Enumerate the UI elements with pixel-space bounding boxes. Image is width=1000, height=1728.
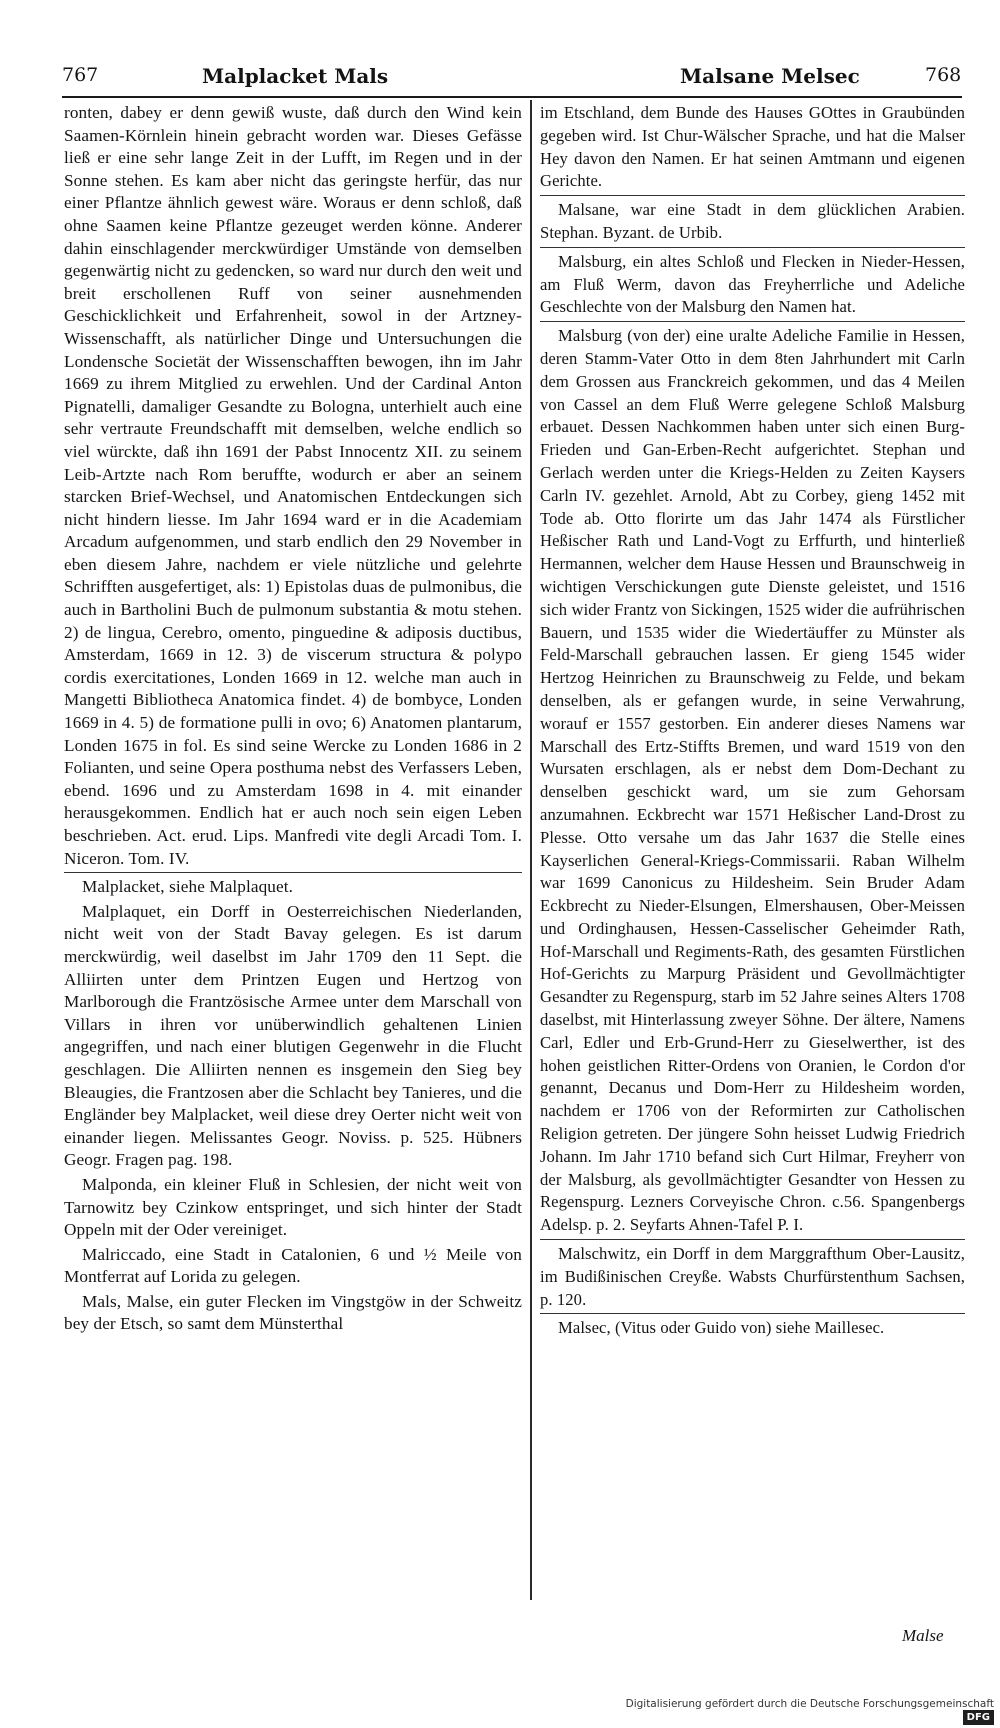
footer bbox=[600, 1698, 994, 1722]
entry-malsburg-place: Malsburg, ein altes Schloß und Flecken in Nieder-Hessen, am Fluß Werm, davon das Freyherrliche und Adeliche Geschlechte von der Malsburg den Namen hat. bbox=[540, 251, 965, 317]
entry-separator bbox=[540, 321, 965, 322]
entry-malsburg-family: Malsburg (von der) eine uralte Adeliche Familie in Hessen, deren Stamm-Vater Otto in dem 8ten Jahrhundert mit Carln dem Grossen aus Franckreich gekommen, und das 4 Meilen von Cassel an dem Fluß Werre gelegene Schloß Malsburg erbauet. Dessen Nachkommen haben unter sich einen Burg-Frieden und Gan-Erben-Recht aufgerichtet. Stephan und Gerlach werden unter die Kriegs-Helden zu Zeiten Kaysers Carln IV. gezehlet. Arnold, Abt zu Corbey, gieng 1452 mit Tode ab. Otto florirte um das Jahr 1474 als Fürstlicher Heßischer Rath und Land-Vogt zu Erffurth, und hinterließ Hermannen, welcher dem Hause Hessen und Braunschweig in wichtigen Verschickungen gute Dienste geleistet, und 1516 sich wider Frantz von Sickingen, 1525 wider die aufrührischen Bauern, und 1535 wider die Wiedertäuffer zu Münster als Feld-Marschall gebrauchen lassen. Er gieng 1545 wider Hertzog Heinrichen zu Braunschweig zu Felde, und bekam denselben, als er gefangen wurde, in seine Verwahrung, worauf er 1557 gestorben. Ein anderer dieses Namens war Marschall des Ertz-Stiffts Bremen, und ward 1519 von den Wursaten erschlagen, als er nebst dem Dom-Dechant zu denselben geschickt ward, um sie zum Gehorsam anzumahnen. Eckbrecht war 1571 Heßischer Land-Drost zu Plesse. Otto versahe um das Jahr 1637 die Stelle eines Kayserlichen General-Kriegs-Commissarii. Raban Wilhelm war 1699 Canonicus zu Hildesheim. Sein Bruder Adam Eckbrecht zu Nieder-Elsungen, Elmershausen, Ober-Meissen und Ordinghausen, Hessen-Casselischer Geheimder Rath, Hof-Marschall und Regiments-Rath, des gesamten Fürstlichen Hof-Gerichts zu Marpurg Präsident und Gevollmächtigter Gesandter zu Regenspurg, starb im 52 Jahre seines Alters 1708 daselbst, mit Hinterlassung zweyer Söhne. Der ältere, Namens Carl, Edler und Erb-Grund-Herr zu Gieselwerther, ist des hohen geistlichen Ritter-Ordens von Oranien, le Cordon d'or genannt, Decanus und Dom-Herr zu Hildesheim worden, nachdem er 1706 von der Reformirten zur Catholischen Religion getreten. Der jüngere Sohn heisset Ludwig Friedrich Johann. Im Jahr 1710 befand sich Curt Hilmar, Freyherr von der Malsburg, als gevollmächtigter Gesandter von Hessen zu Regenspurg. Lezners Corveyische Chron. c.56. Spangenbergs Adelsp. p. 2. Seyfarts Ahnen-Tafel P. I. bbox=[540, 326, 965, 1235]
entry-separator bbox=[540, 195, 965, 196]
entry-malsec: Malsec, (Vitus oder Guido von) siehe Maillesec. bbox=[558, 1318, 885, 1338]
entry-malriccado: Malriccado, eine Stadt in Catalonien, 6 und ½ Meile von Montferrat auf Lorida zu gelegen. bbox=[64, 1244, 522, 1287]
page-header bbox=[62, 58, 962, 98]
dfg-logo: DFG bbox=[963, 1710, 994, 1725]
entry-malplaquet: Malplaquet, ein Dorff in Oesterreichischen Niederlanden, nicht weit von der Stadt Bavay gelegen. Es ist darum merckwürdig, weil daselbst im Jahr 1709 den 11 Sept. die Alliirten unter dem Printzen Eugen und Hertzog von Marlborough die Frantzösische Armee unter dem Marschall von Villars in ihren vor unüberwindlich gehaltenen Linien angegriffen, und nach einer blutigen Gegenwehr in die Flucht geschlagen. Die Alliirten nennen es insgemein den Sieg bey Bleaugies, die Frantzosen aber die Schlacht bey Tanieres, und die Engländer bey Malplacket, weil diese drey Oerter nicht weit von einander liegen. Melissantes Geogr. Noviss. p. 525. Hübners Geogr. Fragen pag. 198. bbox=[64, 901, 522, 1170]
entry-malsane: Malsane, war eine Stadt in dem glücklichen Arabien. Stephan. Byzant. de Urbib. bbox=[540, 200, 965, 242]
entry-malschwitz: Malschwitz, ein Dorff in dem Marggrafthum Ober-Lausitz, im Budißinischen Creyße. Wabsts Churfürstenthum Sachsen, p. 120. bbox=[540, 1244, 965, 1309]
entry-malplacket: Malplacket, siehe Malplaquet. bbox=[82, 877, 293, 897]
header-rule bbox=[62, 96, 962, 98]
right-page-number: 768 bbox=[925, 64, 962, 86]
entry-malponda: Malponda, ein kleiner Fluß in Schlesien, der nicht weit von Tarnowitz bey Czinkow entspringet, und sich hinter der Stadt Oppeln mit der Oder vereiniget. bbox=[64, 1174, 522, 1240]
catchword: Malse bbox=[902, 1626, 944, 1645]
column-divider bbox=[530, 100, 532, 1600]
entry-mals: Mals, Malse, ein guter Flecken im Vingstgöw in der Schweitz bey der Etsch, so samt dem Münsterthal bbox=[64, 1291, 522, 1334]
entry-separator bbox=[64, 872, 522, 873]
entry-separator bbox=[540, 247, 965, 248]
left-page-number: 767 bbox=[62, 64, 99, 86]
footer-text: Digitalisierung gefördert durch die Deutsche Forschungsgemeinschaft bbox=[625, 1698, 994, 1710]
left-paragraph-continuation: ronten, dabey er denn gewiß wuste, daß durch den Wind kein Saamen-Körnlein hinein gebracht worden war. Dieses Gefässe ließ er eine sehr lange Zeit in der Lufft, im Regen und in der Sonne stehen. Es kam aber nicht das geringste herfür, das nur einer Pflantze ähnlich gewest wäre. Woraus er denn schloß, daß ohne Saamen keine Pflantze gezeuget werden könne. Anderer dahin einschlagender merckwürdiger Umstände von demselben gegenwärtig nicht zu gedencken, so ward nur durch den weit und breit erschollenen Ruff von seiner ausnehmenden Geschicklichkeit und Erfahrenheit, sowol in der Artzney-Wissenschafft, als natürlicher Dinge und Untersuchungen die Londensche Societät der Wissenschafften bewogen, ihn im Jahr 1669 zu ihrem Mitglied zu erwehlen. Und der Cardinal Anton Pignatelli, damaliger Gesandte zu Bologna, unterhielt auch eine sehr vertraute Freundschafft mit demselben, welche endlich so viel würckte, daß ihn 1691 der Pabst Innocentz XII. zu seinem Leib-Artzte nach Rom beruffte, wodurch er aber an seinem starcken Brief-Wechsel, und Anatomischen Entdeckungen sich nicht hindern liesse. Im Jahr 1694 ward er in die Academiam Arcadum aufgenommen, und starb endlich den 29 November in eben diesem Jahre, nachdem er viele nützliche und gelehrte Schrifften ausgefertiget, als: 1) Epistolas duas de pulmonibus, die auch in Bartholini Buch de pulmonum substantia & motu stehen. 2) de lingua, Cerebro, omento, pinguedine & adiposis ductibus, Amsterdam, 1669 in 12. 3) de viscerum structura & polypo cordis exercitationes, Londen 1669 in 12. welche man auch in Mangetti Bibliotheca Anatomica findet. 4) de bombyce, Londen 1669 in 4. 5) de formatione pulli in ovo; 6) Anatomen plantarum, Londen 1675 in fol. Es sind seine Wercke zu Londen 1686 in 2 Folianten, und seine Opera posthuma nebst des Verfassers Leben, ebend. 1696 und zu Amsterdam 1698 in 4. mit einander herausgekommen. Endlich hat er auch noch sein eigen Leben beschrieben. Act. erud. Lips. Manfredi vite degli Arcadi Tom. I. Niceron. Tom. IV. bbox=[64, 103, 522, 868]
right-running-head: Malsane Melsec bbox=[680, 64, 860, 88]
left-running-head: Malplacket Mals bbox=[202, 64, 389, 88]
entry-separator bbox=[540, 1239, 965, 1240]
entry-separator bbox=[540, 1313, 965, 1314]
right-column bbox=[540, 102, 965, 1342]
right-paragraph-continuation: im Etschland, dem Bunde des Hauses GOttes in Graubünden gegeben wird. Ist Chur-Wälscher Sprache, und hat die Malser Hey davon den Namen. Er hat seinen Amtmann und eigenen Gerichte. bbox=[540, 103, 965, 191]
left-column bbox=[64, 102, 522, 1338]
